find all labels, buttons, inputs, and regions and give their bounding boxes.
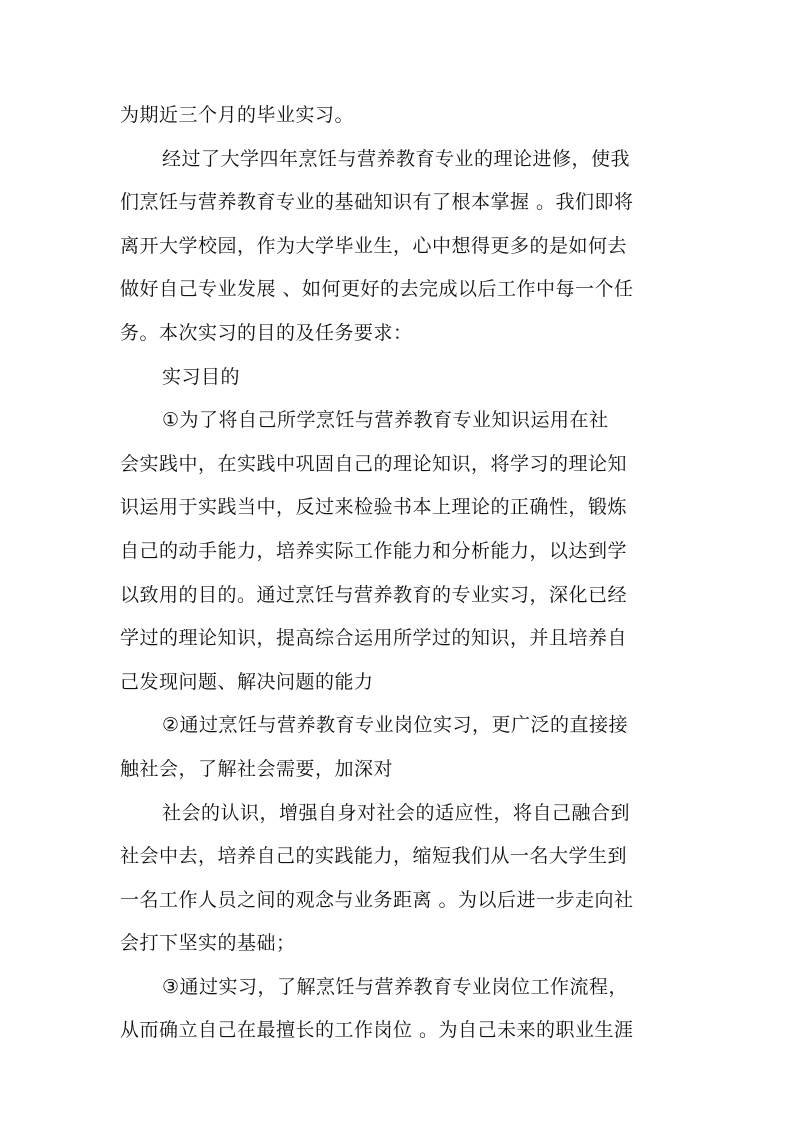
text-line: 为期近三个月的毕业实习。 [120,104,355,126]
text-line: 离开大学校园，作为大学毕业生，心中想得更多的是如何去 [120,234,628,257]
body-text [120,94,680,1053]
text-line: 以致用的目的。通过烹饪与营养教育的专业实习，深化已经 [120,583,628,606]
text-line: 们烹饪与营养教育专业的基础知识有了根本掌握 。我们即将 [120,191,634,214]
text-line: ②通过烹饪与营养教育专业岗位实习，更广泛的直接接 [162,714,629,737]
text-line: 己发现问题、解决问题的能力 [120,670,374,693]
text-line: 社会中去，培养自己的实践能力，缩短我们从一名大学生到 [120,845,628,868]
text-line: 做好自己专业发展 、如何更好的去完成以后工作中每一个任 [120,278,634,301]
text-line: ③通过实习，了解烹饪与营养教育专业岗位工作流程， [162,975,629,998]
text-line: 从而确立自己在最擅长的工作岗位 。为自己未来的职业生涯 [120,1019,634,1042]
text-line: 学过的理论知识，提高综合运用所学过的知识，并且培养自 [120,627,628,650]
text-line: ①为了将自己所学烹饪与营养教育专业知识运用在社 [162,409,609,432]
text-line: 自己的动手能力，培养实际工作能力和分析能力，以达到学 [120,539,628,562]
text-line: 会打下坚实的基础； [120,932,296,955]
text-line: 识运用于实践当中，反过来检验书本上理论的正确性，锻炼 [120,496,628,519]
text-line: 一名工作人员之间的观念与业务距离 。为以后进一步走向社 [120,888,634,911]
text-line: 务。本次实习的目的及任务要求： [120,321,413,344]
text-line: 会实践中，在实践中巩固自己的理论知识，将学习的理论知 [120,452,628,475]
text-line: 社会的认识，增强自身对社会的适应性，将自己融合到 [162,801,631,824]
text-line: 触社会，了解社会需要，加深对 [120,757,394,780]
text-line: 经过了大学四年烹饪与营养教育专业的理论进修，使我 [162,147,631,170]
section-heading: 实习目的 [162,365,241,388]
